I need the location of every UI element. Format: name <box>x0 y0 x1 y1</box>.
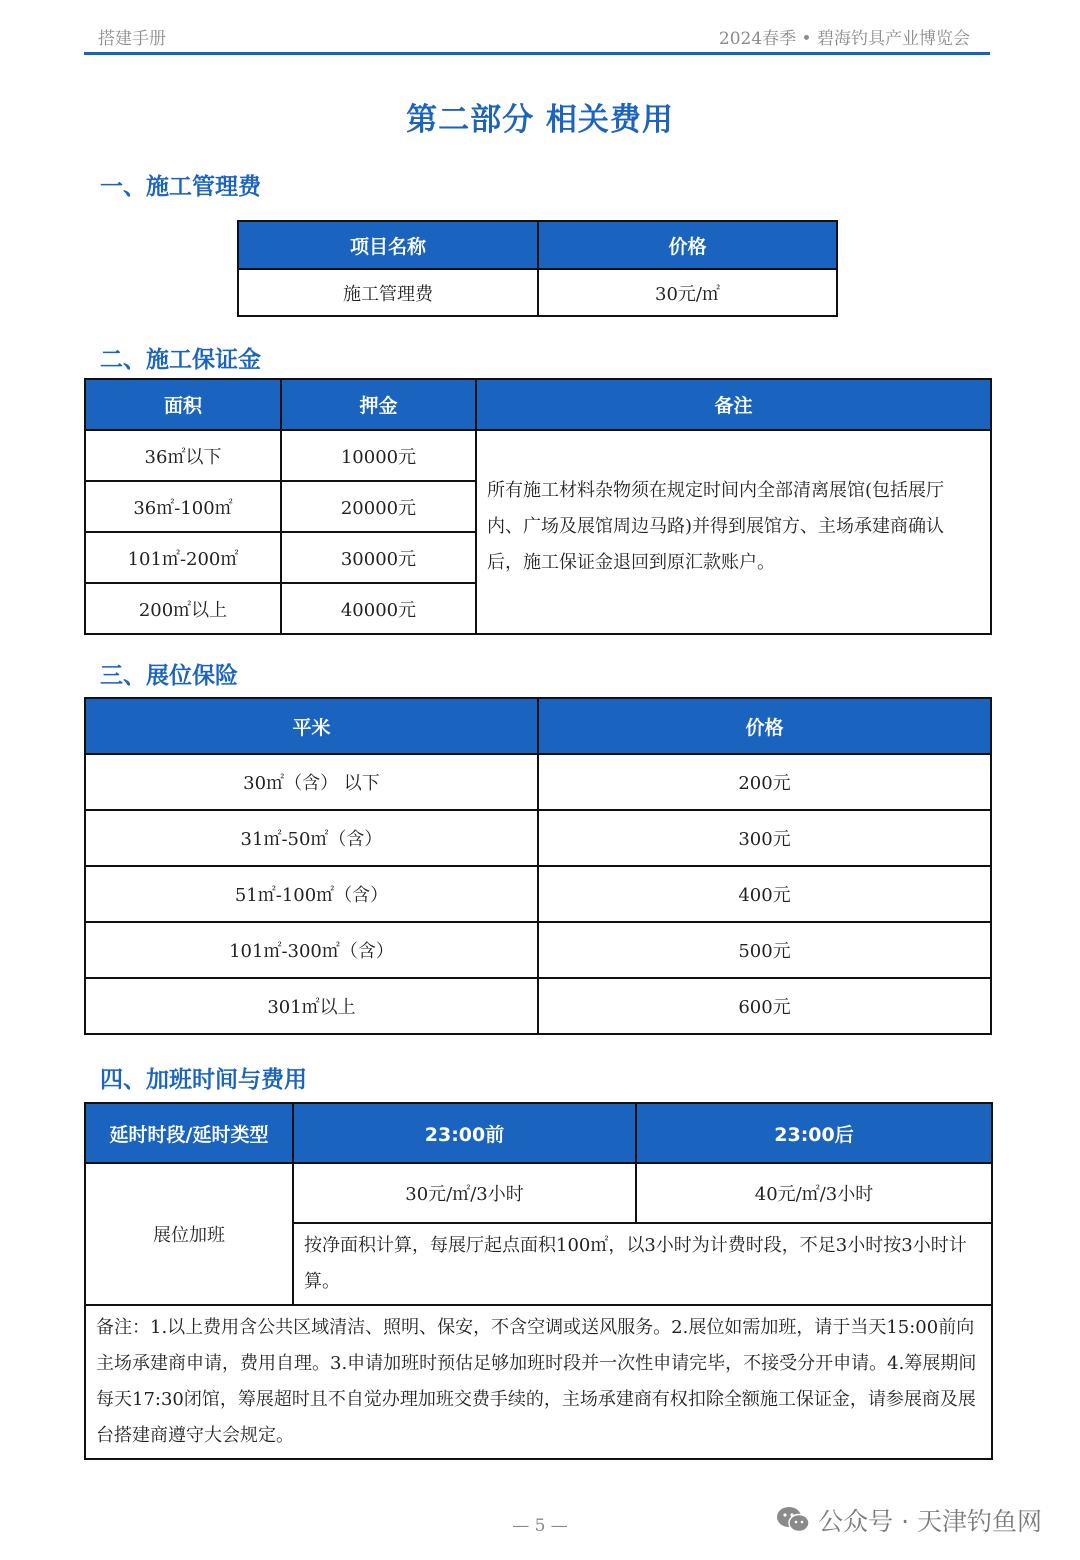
table-cell: 101㎡-200㎡ <box>85 532 281 583</box>
table-header: 平米 <box>85 698 538 754</box>
table-cell: 301㎡以上 <box>85 978 538 1034</box>
watermark <box>776 1502 1042 1538</box>
overtime-remark-cell: 备注：1.以上费用含公共区域清洁、照明、保安，不含空调或送风服务。2.展位如需加班，请于当天15:00前向主场承建商申请，费用自理。3.申请加班时预估足够加班时段并一次性申请完毕，不接受分开申请。4.筹展期间每天17:30闭馆，筹展超时且不自觉办理加班交费手续的，主场承建商有权扣除全额施工保证金，请参展商及展台搭建商遵守大会规定。 <box>85 1305 992 1459</box>
deposit-note-cell: 所有施工材料杂物须在规定时间内全部清离展馆(包括展厅内、广场及展馆周边马路)并得到展馆方、主场承建商确认后，施工保证金退回到原汇款账户。 <box>476 430 991 634</box>
section-heading-overtime: 四、加班时间与费用 <box>100 1067 307 1093</box>
table-header: 项目名称 <box>238 221 538 269</box>
table-cell: 40000元 <box>281 583 476 634</box>
table-cell: 36㎡以下 <box>85 430 281 481</box>
table-header: 23:00前 <box>293 1103 636 1163</box>
header-divider <box>84 52 990 55</box>
table-header: 价格 <box>538 698 991 754</box>
booth-insurance-table <box>84 697 992 1035</box>
section-heading-deposit: 二、施工保证金 <box>100 347 261 373</box>
price-before-cell: 30元/㎡/3小时 <box>293 1163 636 1223</box>
table-cell: 30元/㎡ <box>538 269 837 316</box>
table-cell: 20000元 <box>281 481 476 532</box>
table-cell: 500元 <box>538 922 991 978</box>
page-number: — 5 — <box>512 1516 568 1536</box>
table-cell: 30㎡（含） 以下 <box>85 754 538 810</box>
table-header: 押金 <box>281 379 476 430</box>
table-cell: 30000元 <box>281 532 476 583</box>
table-cell: 200元 <box>538 754 991 810</box>
page-title: 第二部分 相关费用 <box>406 102 674 138</box>
header-event-name: 2024春季 • 碧海钓具产业博览会 <box>718 29 970 49</box>
watermark-text: 公众号 · 天津钓鱼网 <box>818 1507 1042 1536</box>
table-cell: 400元 <box>538 866 991 922</box>
section-heading-management-fee: 一、施工管理费 <box>100 174 261 200</box>
table-cell: 施工管理费 <box>238 269 538 316</box>
header-manual-name: 搭建手册 <box>98 29 166 49</box>
overtime-row-label: 展位加班 <box>85 1163 293 1305</box>
table-header: 23:00后 <box>636 1103 992 1163</box>
table-cell: 200㎡以上 <box>85 583 281 634</box>
table-cell: 36㎡-100㎡ <box>85 481 281 532</box>
table-cell: 31㎡-50㎡（含） <box>85 810 538 866</box>
table-cell: 10000元 <box>281 430 476 481</box>
table-header: 延时时段/延时类型 <box>85 1103 293 1163</box>
overtime-description-cell: 按净面积计算，每展厅起点面积100㎡，以3小时为计费时段，不足3小时按3小时计算。 <box>293 1223 992 1305</box>
table-header: 面积 <box>85 379 281 430</box>
management-fee-table <box>237 220 838 317</box>
table-cell: 300元 <box>538 810 991 866</box>
table-cell: 600元 <box>538 978 991 1034</box>
table-cell: 51㎡-100㎡（含） <box>85 866 538 922</box>
table-cell: 101㎡-300㎡（含） <box>85 922 538 978</box>
table-header: 备注 <box>476 379 991 430</box>
table-header: 价格 <box>538 221 837 269</box>
overtime-table <box>84 1102 993 1460</box>
section-heading-booth-insurance: 三、展位保险 <box>100 663 238 689</box>
deposit-table <box>84 378 992 635</box>
wechat-icon <box>776 1505 810 1535</box>
price-after-cell: 40元/㎡/3小时 <box>636 1163 992 1223</box>
